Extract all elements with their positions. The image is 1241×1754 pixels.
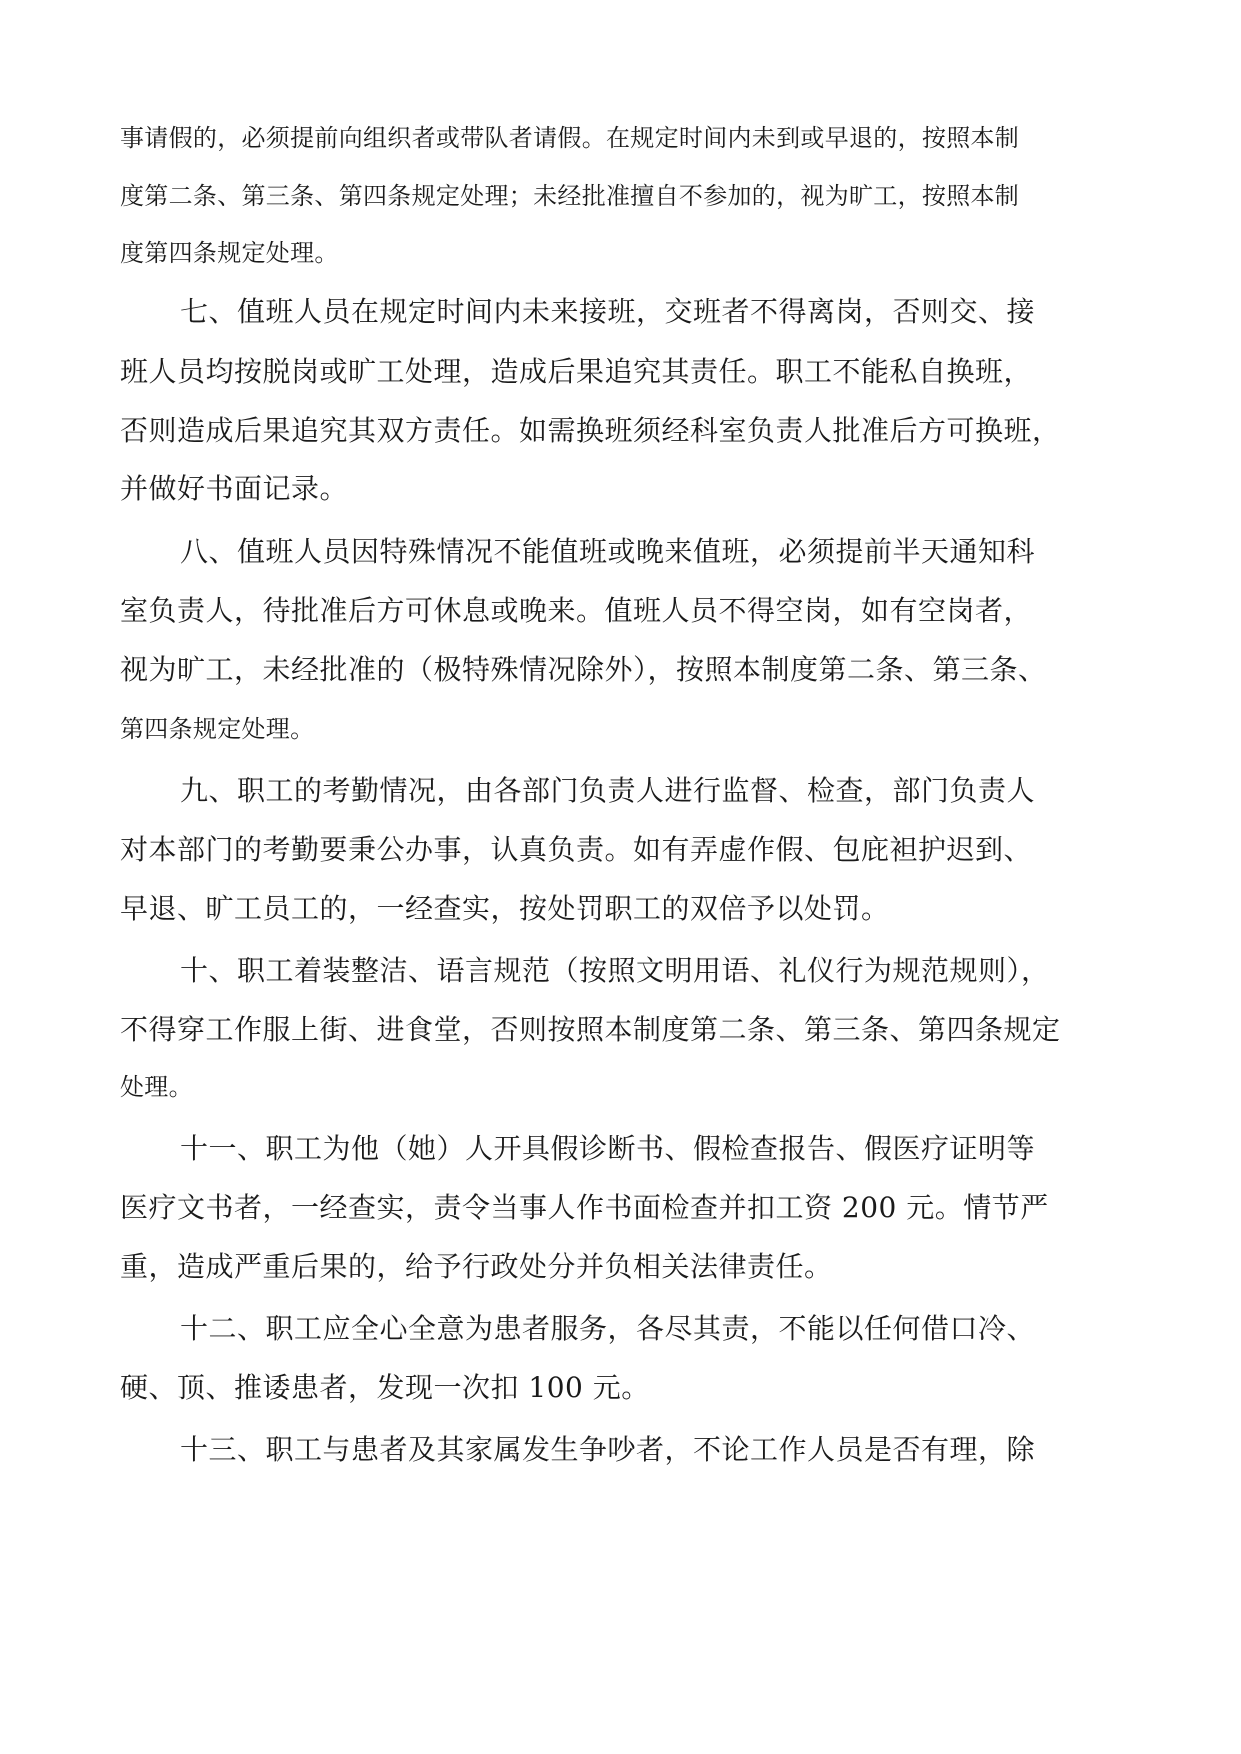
text-line: 并做好书面记录。 — [120, 472, 349, 505]
text-line: 室负责人，待批准后方可休息或晚来。值班人员不得空岗，如有空岗者， — [120, 594, 1033, 627]
text-line: 对本部门的考勤要秉公办事，认真负责。如有弄虚作假、包庇袒护迟到、 — [120, 833, 1033, 866]
paragraph-10-line: 十、职工着装整洁、语言规范（按照文明用语、礼仪行为规范规则）， — [180, 954, 1050, 987]
text-line: 不得穿工作服上街、进食堂，否则按照本制度第二条、第三条、第四条规定 — [120, 1013, 1061, 1046]
text-line: 医疗文书者，一经查实，责令当事人作书面检查并扣工资 200 元。情节严 — [120, 1191, 1049, 1224]
paragraph-7-line: 七、值班人员在规定时间内未来接班，交班者不得离岗，否则交、接 — [180, 295, 1036, 328]
text-line: 早退、旷工员工的，一经查实，按处罚职工的双倍予以处罚。 — [120, 892, 890, 925]
text-line: 硬、顶、推诿患者，发现一次扣 100 元。 — [120, 1371, 650, 1404]
paragraph-11-line: 十一、职工为他（她）人开具假诊断书、假检查报告、假医疗证明等 — [180, 1132, 1036, 1165]
text-line: 视为旷工，未经批准的（极特殊情况除外），按照本制度第二条、第三条、 — [120, 653, 1047, 686]
text-line: 度第四条规定处理。 — [120, 239, 339, 267]
paragraph-12-line: 十二、职工应全心全意为患者服务，各尽其责，不能以任何借口冷、 — [180, 1312, 1036, 1345]
paragraph-9-line: 九、职工的考勤情况，由各部门负责人进行监督、检查，部门负责人 — [180, 774, 1036, 807]
text-line: 度第二条、第三条、第四条规定处理；未经批准擅自不参加的，视为旷工，按照本制 — [120, 182, 1020, 210]
paragraph-8-line: 八、值班人员因特殊情况不能值班或晚来值班，必须提前半天通知科 — [180, 535, 1036, 568]
text-line: 第四条规定处理。 — [120, 715, 315, 743]
text-line: 重，造成严重后果的，给予行政处分并负相关法律责任。 — [120, 1250, 833, 1283]
text-line: 班人员均按脱岗或旷工处理，造成后果追究其责任。职工不能私自换班， — [120, 355, 1033, 388]
text-line: 事请假的，必须提前向组织者或带队者请假。在规定时间内未到或早退的，按照本制 — [120, 124, 1020, 152]
text-line: 处理。 — [120, 1073, 193, 1101]
paragraph-13-line: 十三、职工与患者及其家属发生争吵者，不论工作人员是否有理，除 — [180, 1433, 1036, 1466]
text-line: 否则造成后果追究其双方责任。如需换班须经科室负责人批准后方可换班， — [120, 414, 1061, 447]
